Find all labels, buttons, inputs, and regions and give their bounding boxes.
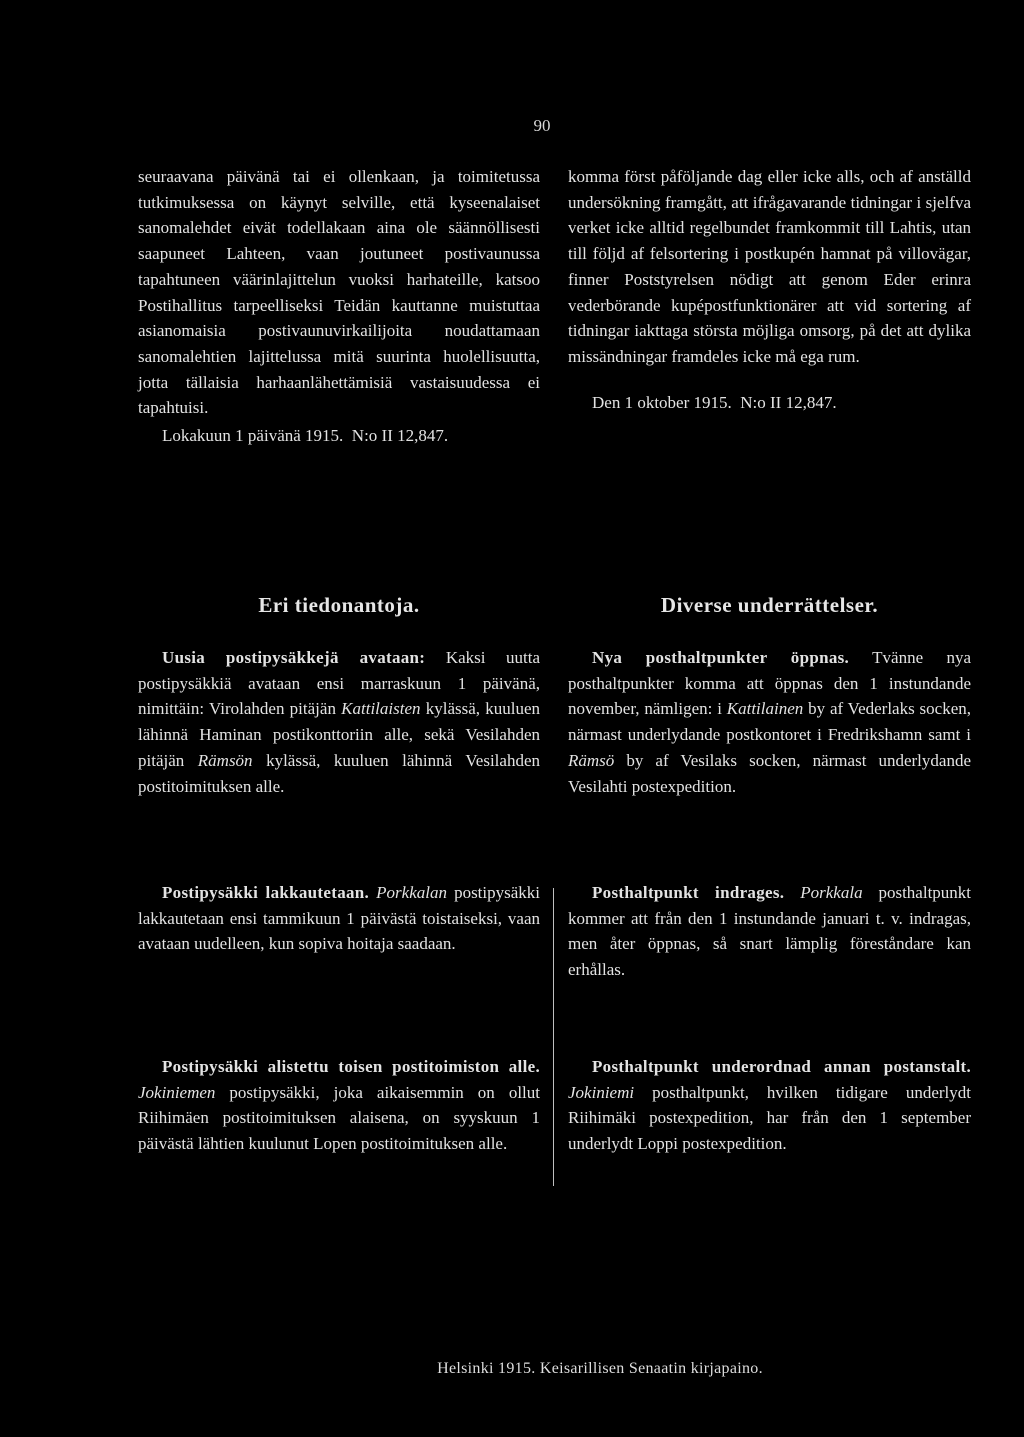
intro-right [568,164,971,415]
notice-left-1-text-c: kylässä, kuuluen lähinnä Vesilahden postitoimituksen alle. [138,750,541,796]
notice-right-1 [568,645,971,799]
intro-right-signature [568,390,971,416]
intro-left-date: Lokakuun 1 päivänä 1915. [162,426,344,446]
intro-right-date: Den 1 oktober 1915. [592,392,732,412]
column-divider [553,888,554,1186]
notice-right-1-text-a: Tvänne nya posthaltpunkter komma att öppnas den 1 instundande november, nämligen: i [568,648,971,719]
notice-right-1-lead: Nya posthaltpunkter öppnas. [592,648,850,667]
intro-right-number: N:o II 12,847. [740,392,837,412]
notice-right-1-text-b: by af Vederlaks socken, närmast underlydande postkontoret i Fredrikshamn samt i [568,699,971,745]
notice-right-2 [568,880,971,983]
notice-left-2 [138,880,540,957]
intro-right-body: komma först påföljande dag eller icke alls, och af anställd undersökning framgått, att ifrågavarande tidningar i sjelfva verket icke alltid regelbundet framkommit till Lahtis, utan till följd af felsortering i postkupén hamnat på villovägar, finner Poststyrelsen nödigt att genom Eder erinra vederbörande kupépostfunktionärer att vid sortering af tidningar iakttaga största möjliga omsorg, på det att dylika missändningar framdeles icke må ega rum. [568,167,971,366]
notice-right-3 [568,1054,971,1157]
notice-right-3-place1: Jokiniemi [568,1082,635,1102]
notice-left-3-lead: Postipysäkki alistettu toisen postitoimiston alle. [162,1057,540,1076]
notice-left-2-place1: Porkkalan [376,883,447,902]
page-number: 90 [533,116,551,135]
notice-right-1-place1: Kattilainen [726,699,804,719]
notice-left-2-text-a: postipysäkki lakkautetaan ensi tammikuun 1 päivästä toistaiseksi, vaan avataan uudelleen, kun sopiva hoitaja saadaan. [138,883,541,954]
intro-left [138,164,540,449]
notice-right-1-text-c: by af Vesilaks socken, närmast underlydande Vesilahti postexpedition. [568,750,971,796]
notice-right-2-place1: Porkkala [800,883,863,902]
notice-left-3 [138,1054,540,1157]
notice-left-2-lead: Postipysäkki lakkautetaan. [162,883,370,902]
printer-imprint: Helsinki 1915. Keisarillisen Senaatin kirjapaino. [437,1360,763,1377]
notice-left-1-text-a: Kaksi uutta postipysäkkiä avataan ensi marraskuun 1 päivänä, nimittäin: Virolahden pitäjän [138,648,541,719]
notice-right-2-lead: Posthaltpunkt indrages. [592,883,785,902]
notice-right-2-text-a: posthaltpunkt kommer att från den 1 instundande januari t. v. indragas, men åter öppnas, så snart lämplig föreståndare kan erhållas. [568,883,972,980]
notice-left-1 [138,645,540,799]
notice-left-1-text-b: kylässä, kuuluen lähinnä Haminan postikonttoriin alle, sekä Vesilahden pitäjän [138,699,541,770]
notice-left-1-lead: Uusia postipysäkkejä avataan: [162,648,426,667]
intro-left-body: seuraavana päivänä tai ei ollenkaan, ja toimitetussa tutkimuksessa on käynyt selville, että kyseenalaiset sanomalehdet eivät todellakaan aina ole säännöllisesti saapuneet Lahteen, vaan joutuneet postivaunussa tapahtuneen väärinlajittelun vuoksi harhateille, katsoo Postihallitus tarpeelliseksi Teidän kauttanne muistuttaa asianomaisia postivaunuvirkailijoita noudattamaan sanomalehtien lajittelussa mitä suurinta huolellisuutta, jotta tällaisia harhaanlähettämisiä vastaisuudessa ei tapahtuisi. [138,167,540,418]
notice-right-3-text-a: posthaltpunkt, hvilken tidigare underlydt Riihimäki postexpedition, har från den 1 september underlydt Loppi postexpedition. [568,1082,972,1154]
notice-left-3-text-a: postipysäkki, joka aikaisemmin on ollut Riihimäen postitoimituksen alaisena, on syyskuun 1 päivästä lähtien kuulunut Lopen postitoimituksen alle. [138,1082,540,1154]
notice-right-1-place2: Rämsö [568,750,615,770]
intro-left-number: N:o II 12,847. [351,426,449,446]
section-heading-finnish: Eri tiedonantoja. [258,593,420,617]
notice-left-3-place1: Jokiniemen [138,1082,216,1102]
notice-right-3-lead: Posthaltpunkt underordnad annan postanstalt. [592,1057,971,1076]
notice-left-1-place1: Kattilaisten [341,699,421,719]
section-heading-swedish: Diverse underrättelser. [660,593,879,617]
notice-left-1-place2: Rämsön [197,750,253,770]
intro-left-signature [138,423,540,449]
